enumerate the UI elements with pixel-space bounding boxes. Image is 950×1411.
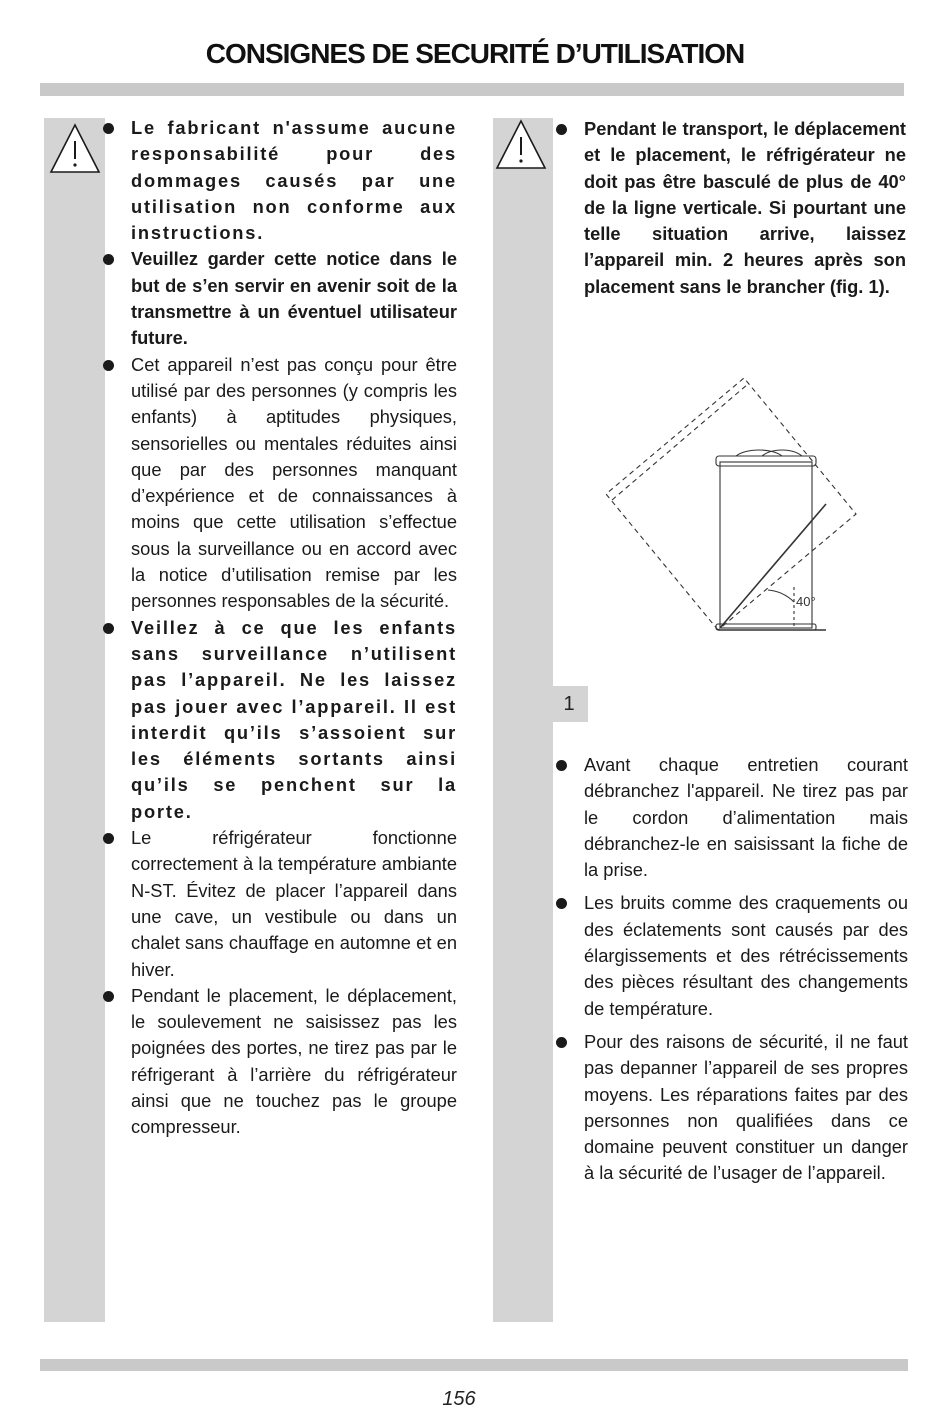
safety-list-item: Pendant le transport, le déplacement et le placement, le réfrigérateur ne doit pas être basculé de plus de 40° de la ligne verticale. Si pourtant une telle situation arrive, laissez l’appareil min. 2 heures après son placement sans le brancher (fig. 1).	[554, 116, 906, 300]
safety-list-item: Pendant le placement, le déplacement, le soulevement ne saisissez pas les poignées des portes, ne tirez pas par le réfrigerant à l’arrière du réfrigérateur ainsi que ne touchez pas le groupe compresseur.	[101, 983, 457, 1141]
safety-list-item: Avant chaque entretien courant débranchez l'appareil. Ne tirez pas par le cordon d’alimentation mais débranchez-le en saisissant la fiche de la prise.	[554, 752, 908, 883]
page-number: 156	[442, 1388, 476, 1410]
safety-list-item: Veuillez garder cette notice dans le but de s’en servir en avenir soit de la transmettre à un éventuel utilisateur future.	[101, 246, 457, 351]
left-gray-margin-bar	[44, 118, 105, 1322]
right-top-safety-list	[554, 116, 906, 300]
safety-list-item: Le fabricant n'assume aucune responsabilité pour des dommages causés par une utilisation non conforme aux instructions.	[101, 115, 457, 246]
fridge-top	[716, 456, 816, 466]
right-gray-margin-bar	[493, 118, 553, 1322]
page-title: CONSIGNES DE SECURITÉ D’UTILISATION	[205, 38, 745, 69]
left-column	[101, 115, 457, 1141]
safety-list-item: Le réfrigérateur fonctionne correctement à la température ambiante N-ST. Évitez de placer l’appareil dans une cave, un vestibule ou dans un chalet sans chauffage en automne et en hiver.	[101, 825, 457, 983]
footer-rule	[40, 1359, 908, 1371]
safety-list-item: Veillez à ce que les enfants sans surveillance n’utilisent pas l’appareil. Ne les laissez pas jouer avec l’appareil. Il est interdit qu’ils s’assoient sur les éléments sortants ainsi qu’ils se penchent sur la porte.	[101, 615, 457, 825]
warning-triangle-icon	[48, 122, 102, 176]
left-safety-list	[101, 115, 457, 1141]
figure-number-label: 1	[550, 686, 588, 722]
safety-list-item: Cet appareil n’est pas conçu pour être utilisé par des personnes (y compris les enfants) à aptitudes physiques, sensorielles ou mentales réduites ainsi que par des personnes manquant d’expérience et de connaissances à moins que cette utilisation s’effectue sous la surveillance ou en accord avec la notice d’utilisation remise par les personnes responsables de la sécurité.	[101, 352, 457, 615]
warning-triangle-icon	[494, 118, 548, 172]
safety-list-item: Les bruits comme des craquements ou des éclatements sont causés par des élargissements et des rétrécissements des pièces résultant des changements de température.	[554, 890, 908, 1021]
right-column-bottom	[554, 752, 908, 1194]
right-bottom-safety-list	[554, 752, 908, 1187]
header-rule	[40, 83, 904, 96]
tilt-angle-figure	[596, 372, 860, 636]
right-column-top	[554, 116, 906, 300]
fridge-base	[716, 624, 816, 630]
angle-label: 40°	[796, 594, 816, 609]
safety-list-item: Pour des raisons de sécurité, il ne faut pas depanner l’appareil de ses propres moyens. Les réparations faites par des personnes non qualifiées dans ce domaine peuvent constituer un danger à la sécurité de l’usager de l’appareil.	[554, 1029, 908, 1187]
